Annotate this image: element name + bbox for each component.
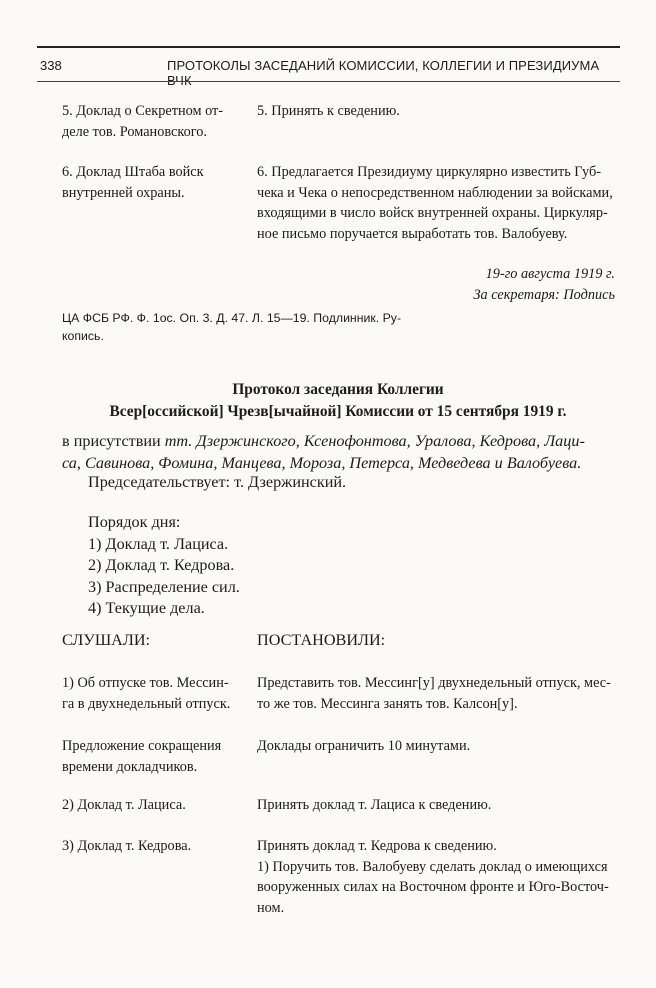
attendees-names: тт. Дзержинского, Ксенофонтова, Уралова, Кедрова, Лаци-: [164, 432, 585, 450]
text-line: Предложение сокращения: [62, 738, 222, 754]
archive-reference: [62, 309, 482, 345]
item-resolved: [257, 673, 613, 714]
text-line: вооруженных силах на Восточном фронте и Юго-Восточ-: [257, 879, 609, 895]
agenda-item: 2) Доклад т. Кедрова.: [88, 556, 235, 574]
attendees-names: са, Савинова, Фомина, Манцева, Мороза, Петерса, Медведева и Валобуева.: [62, 453, 582, 472]
agenda-item: 3) Распределение сил.: [88, 577, 240, 596]
text-line: га в двухнедельный отпуск.: [62, 695, 231, 712]
text-line: ное письмо поручается выработать тов. Валобуеву.: [257, 225, 568, 242]
item-heard: [62, 836, 242, 857]
protocol-title-line2: Всер[оссийской] Чрезв[ычайной] Комиссии от 15 сентября 1919 г.: [109, 403, 567, 420]
text-line: 1) Поручить тов. Валобуеву сделать доклад о имеющихся: [257, 858, 608, 875]
resolved-label: ПОСТАНОВИЛИ:: [257, 631, 386, 649]
page-number: 338: [40, 58, 62, 73]
text-line: деле тов. Романовского.: [62, 123, 207, 140]
text-line: копись.: [62, 329, 104, 343]
text-line: 3) Доклад т. Кедрова.: [62, 838, 192, 854]
item-resolved: [257, 736, 613, 757]
item-resolved: [257, 162, 613, 244]
protocol-title-line1: Протокол заседания Коллегии: [232, 381, 444, 398]
agenda-item: 4) Текущие дела.: [88, 599, 205, 617]
text-line: Доклады ограничить 10 минутами.: [257, 738, 471, 754]
item-heard: [62, 162, 242, 203]
signature-line: За секретаря: Подпись: [473, 287, 615, 303]
item-resolved: [257, 836, 613, 918]
chair: Председательствует: т. Дзержинский.: [88, 473, 347, 491]
text-line: 5. Принять к сведению.: [257, 103, 400, 119]
item-heard: [62, 101, 242, 142]
item-resolved: [257, 101, 613, 122]
item-heard: [62, 795, 242, 816]
text-line: [62, 431, 614, 453]
text-line: входящими в число войск внутренней охраны. Циркуляр-: [257, 205, 608, 221]
text-line: Представить тов. Мессинг[у] двухнедельный отпуск, мес-: [257, 675, 611, 691]
agenda-title: Порядок дня:: [88, 513, 181, 531]
running-title: ПРОТОКОЛЫ ЗАСЕДАНИЙ КОМИССИИ, КОЛЛЕГИИ И ПРЕЗИДИУМА ВЧК: [167, 58, 600, 88]
text-line: ном.: [257, 899, 285, 916]
attendees: [62, 431, 614, 474]
signature-date: 19-го августа 1919 г.: [485, 266, 615, 282]
header-rule: [37, 81, 620, 82]
agenda: [88, 512, 240, 620]
item-heard: [62, 673, 242, 714]
text-line: чека и Чека о непосредственном наблюдении за войсками,: [257, 184, 613, 201]
item-resolved: [257, 795, 613, 816]
text-line: 6. Предлагается Президиуму циркулярно известить Губ-: [257, 164, 602, 180]
heard-label: СЛУШАЛИ:: [62, 631, 151, 649]
text-line: Принять доклад т. Кедрова к сведению.: [257, 838, 497, 854]
text-line: 5. Доклад о Секретном от-: [62, 103, 224, 119]
text-line: внутренней охраны.: [62, 184, 185, 201]
agenda-item: 1) Доклад т. Лациса.: [88, 534, 229, 553]
text-line: ЦА ФСБ РФ. Ф. 1ос. Оп. 3. Д. 47. Л. 15—19. Подлинник. Ру-: [62, 311, 402, 325]
text-line: то же тов. Мессинга занять тов. Калсон[у].: [257, 695, 518, 712]
text-line: 2) Доклад т. Лациса.: [62, 797, 186, 813]
item-heard: [62, 736, 242, 777]
text-line: 1) Об отпуске тов. Мессин-: [62, 675, 229, 691]
page-header: [37, 46, 620, 88]
text-line: 6. Доклад Штаба войск: [62, 164, 204, 180]
text-line: времени докладчиков.: [62, 758, 198, 775]
text-line: Принять доклад т. Лациса к сведению.: [257, 797, 492, 813]
attendees-prefix: в присутствии: [62, 432, 165, 450]
